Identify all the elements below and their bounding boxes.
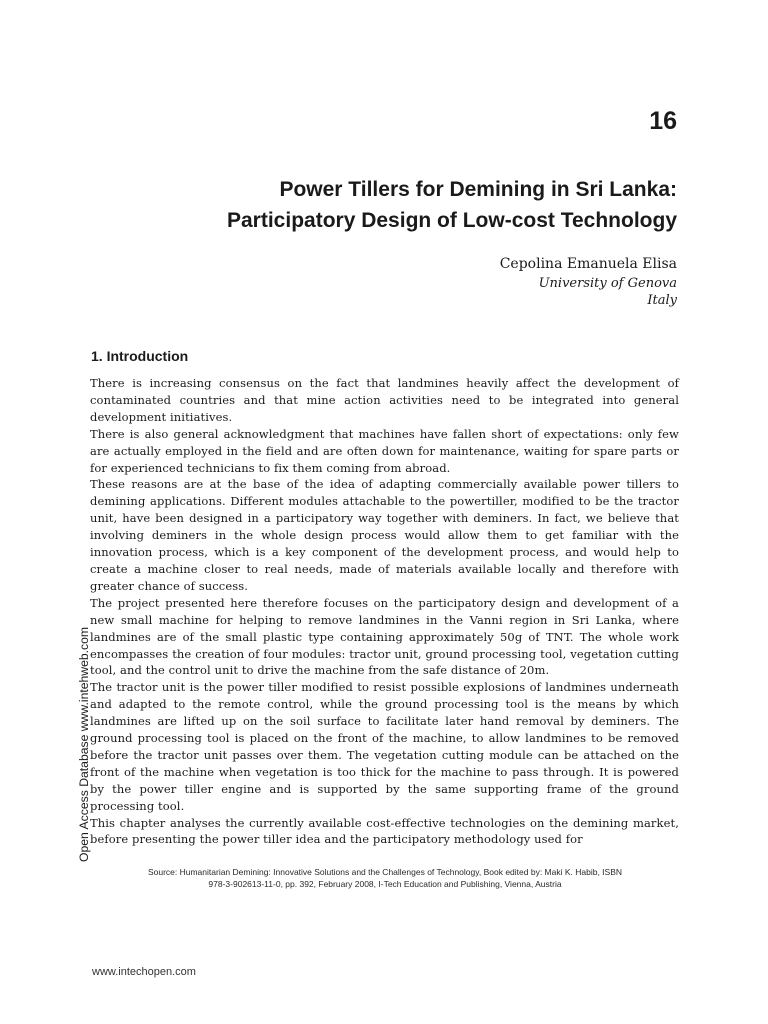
chapter-title bbox=[90, 174, 677, 236]
chapter-title-line-2: Participatory Design of Low-cost Technology bbox=[227, 209, 677, 232]
paragraph: There is increasing consensus on the fact that landmines heavily affect the development of contaminated countries and that mine action activities need to be integrated into general development initiatives. bbox=[90, 376, 679, 424]
paragraph: The project presented here therefore focuses on the participatory design and development of a new small machine for helping to remove landmines in the Vanni region in Sri Lanka, where landmines are of the small plastic type containing approximately 50g of TNT. The whole work encompasses the creation of four modules: tractor unit, ground processing tool, vegetation cutting tool, and the control unit to drive the machine from the safe distance of 20m. bbox=[90, 595, 679, 678]
paragraph: This chapter analyses the currently available cost-effective technologies on the demining market, before presenting the power tiller idea and the participatory methodology used for bbox=[90, 815, 679, 847]
paragraph: These reasons are at the base of the idea of adapting commercially available power tillers to demining applications. Different modules attachable to the powertiller, modified to be the tractor unit, have been designed in a participatory way together with deminers. In fact, we believe that involving deminers in the whole design process would allow them to get familiar with the innovation process, which is a key component of the development process, and would help to create a machine closer to real needs, made of materials available locally and therefore with greater chance of success. bbox=[90, 477, 679, 593]
source-note-line-1: Source: Humanitarian Demining: Innovative Solutions and the Challenges of Technology, Book edited by: Maki K. Habib, ISBN bbox=[147, 867, 623, 877]
author-affiliation: University of Genova bbox=[538, 276, 677, 291]
source-note-line-2: 978-3-902613-11-0, pp. 392, February 2008, I-Tech Education and Publishing, Vienna, Austria bbox=[208, 879, 562, 889]
section-heading: 1. Introduction bbox=[91, 348, 189, 364]
chapter-title-line-1: Power Tillers for Demining in Sri Lanka: bbox=[279, 178, 677, 201]
paragraph: There is also general acknowledgment that machines have fallen short of expectations: only few are actually employed in the field and are often down for maintenance, waiting for spare parts or for experienced technicians to fix them coming from abroad. bbox=[90, 426, 679, 475]
body-text bbox=[90, 375, 679, 848]
paragraph: The tractor unit is the power tiller modified to resist possible explosions of landmines underneath and adapted to the remote control, while the ground processing tool is the means by which landmines are lifted up on the soil surface to facilitate later hand removal by deminers. The ground processing tool is placed on the front of the machine, to allow landmines to be removed before the tractor unit passes over them. The vegetation cutting module can be attached on the front of the machine when vegetation is too thick for the machine to pass through. It is powered by the power tiller engine and is supported by the same supporting frame of the ground processing tool. bbox=[90, 680, 679, 813]
chapter-number: 16 bbox=[649, 107, 677, 135]
side-banner: Open Access Database www.intehweb.com bbox=[77, 626, 91, 862]
author-country: Italy bbox=[647, 293, 677, 308]
footer-url: www.intechopen.com bbox=[92, 966, 196, 978]
source-note bbox=[100, 866, 670, 890]
author-name: Cepolina Emanuela Elisa bbox=[499, 256, 677, 272]
